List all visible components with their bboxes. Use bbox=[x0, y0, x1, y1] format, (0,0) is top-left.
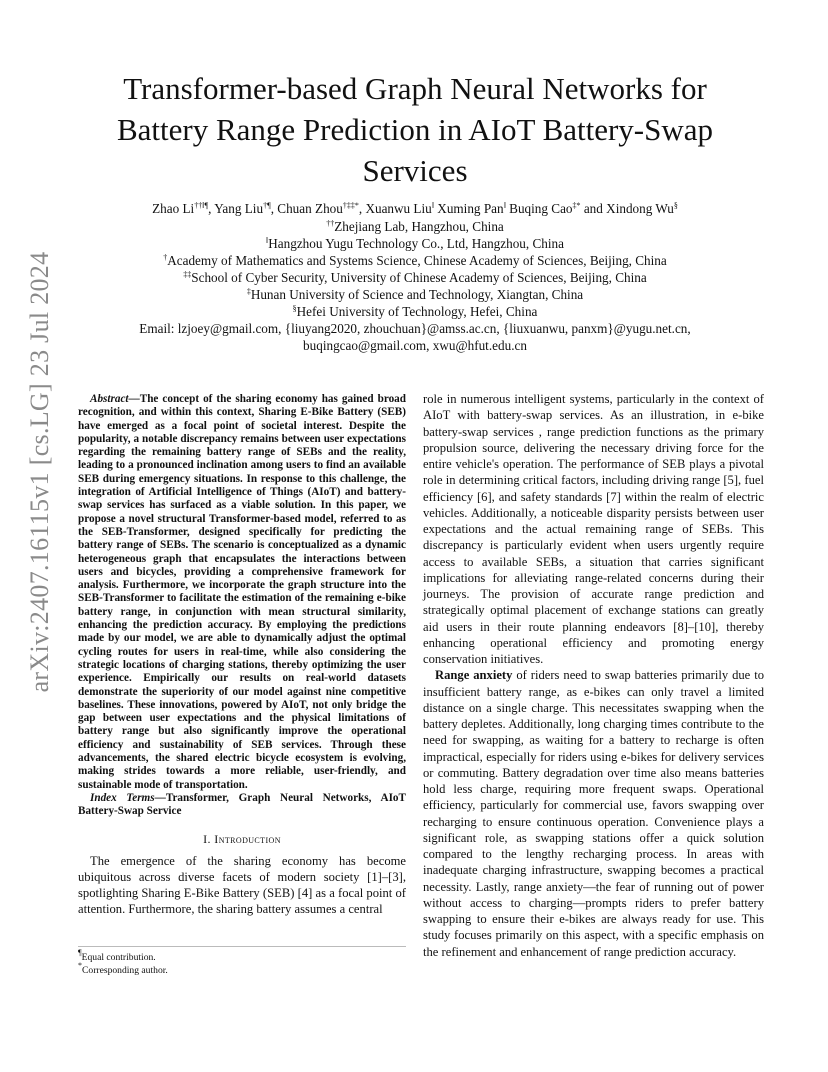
email-line: Email: lzjoey@gmail.com, {liuyang2020, zhouchuan}@amss.ac.cn, {liuxuanwu, panxm}@yugu.net.cn, bbox=[139, 321, 691, 336]
abstract-text: —The concept of the sharing economy has gained broad recognition, and within this context, Sharing E-Bike Battery (SEB) have emerged as a focal point of societal interest. Despite the popularity, a notable discrepancy remains between user expectations regarding the remaining battery range of SEBs and the reality, leading to a pronounced inclination among users to find an available SEB during emergency situations. In response to this challenge, the integration of Artificial Intelligence of Things (AIoT) and battery-swap services has surfaced as a viable solution. In this paper, we propose a novel structural Transformer-based model, referred to as the SEB-Transformer, designed specifically for predicting the battery range of SEBs. The scenario is conceptualized as a dynamic heterogeneous graph that encapsulates the interactions between users and bicycles, providing a comprehensive framework for analysis. Furthermore, we incorporate the graph structure into the SEB-Transformer to facilitate the estimation of the remaining e-bike battery range, in conjunction with mean structural similarity, enhancing the prediction accuracy. By employing the predictions made by our model, we are able to dynamically adjust the optimal cycling routes for users in real-time, while also considering the strategic locations of charging stations, thereby optimizing the user experience. Empirically our results on real-world datasets demonstrate the superiority of our model against nine competitive baselines. These innovations, powered by AIoT, not only bridge the gap between user expectations and the physical limitations of battery range but also significantly improve the operational efficiency and sustainability of SEB services. Through these advancements, the shared electric bicycle ecosystem is evolving, making strides towards a more reliable, user-friendly, and sustainable mode of transportation. bbox=[78, 393, 406, 791]
paper-title: Transformer-based Graph Neural Networks for Battery Range Prediction in AIoT Battery-Swap Services bbox=[116, 71, 714, 188]
affiliation-text: Academy of Mathematics and Systems Science, Chinese Academy of Sciences, Beijing, China bbox=[167, 253, 667, 268]
affiliation-text: Hunan University of Science and Technology, Xiangtan, China bbox=[250, 287, 584, 302]
affiliation-text: School of Cyber Security, University of Chinese Academy of Sciences, Beijing, China bbox=[191, 270, 647, 285]
footnote-mark: * bbox=[78, 961, 82, 970]
affiliation-mark: †† bbox=[326, 219, 335, 228]
range-anxiety-lead: Range anxiety bbox=[435, 668, 513, 683]
affiliation-text: Hangzhou Yugu Technology Co., Ltd, Hangzhou, China bbox=[268, 236, 564, 251]
affiliation-mark: ‖ bbox=[266, 236, 269, 245]
footnotes bbox=[78, 946, 406, 977]
range-anxiety-paragraph bbox=[423, 667, 764, 960]
affiliation bbox=[60, 235, 770, 252]
intro-paragraph: The emergence of the sharing economy has become ubiquitous across diverse facets of modern society [1]–[3], spotlighting Sharing E-Bike Battery (SEB) [4] as a focal point of attention. Furthermore, the sharing battery assumes a central bbox=[78, 853, 406, 916]
author-name: Chuan Zhou bbox=[277, 201, 343, 216]
affiliation-mark: § bbox=[292, 304, 297, 313]
footnote-text: Corresponding author. bbox=[82, 965, 168, 976]
author-name: Yang Liu bbox=[214, 201, 264, 216]
author-mark: ††‖¶ bbox=[194, 201, 209, 210]
affiliation bbox=[60, 286, 770, 303]
affiliation-mark: ‡‡ bbox=[183, 270, 192, 279]
left-column bbox=[78, 393, 406, 917]
footnote bbox=[78, 948, 406, 964]
author-name: Xuanwu Liu bbox=[365, 201, 432, 216]
author-mark: †‡‡* bbox=[342, 201, 359, 210]
arxiv-identifier: arXiv:2407.16115v1 [cs.LG] 23 Jul 2024 bbox=[25, 251, 54, 693]
range-anxiety-text: of riders need to swap batteries primarily due to insufficient battery range, as e-bikes can only travel a limited distance on a single charge. This necessitates swapping when the battery depletes. Additionally, long charging times contribute to the need for swapping, as waiting for a battery to recharge is often impractical, especially for riders using e-bikes for delivery services or commuting. Battery degradation over time also means batteries hold less charge, requiring more frequent swaps. Operational efficiency, particularly for commercial use, favors swapping over recharging to ensure continuous operation. Convenience plays a significant role, as swapping stations offer a quick solution compared to the lengthy recharging process. In areas with inadequate charging infrastructure, swapping becomes a practical necessity. Lastly, range anxiety—the fear of running out of power without access to charging—prompts riders to prefer battery swapping to ensure their e-bikes are always ready for use. This study focuses primarily on this aspect, with a specific emphasis on the refinement and enhancement of range prediction accuracy. bbox=[423, 668, 765, 959]
affiliation-text: Zhejiang Lab, Hangzhou, China bbox=[334, 219, 504, 234]
right-column bbox=[423, 391, 764, 960]
index-terms-text: —Transformer, Graph Neural Networks, AIoT Battery-Swap Service bbox=[78, 791, 406, 818]
index-terms-label: Index Terms bbox=[90, 791, 155, 804]
author-names: Zhao Li††‖¶, Yang Liu†¶, Chuan Zhou†‡‡*, Xuanwu Liu‖ Xuming Pan‖ Buqing Cao‡* and Xindong Wu§ bbox=[152, 201, 678, 216]
affiliation bbox=[60, 218, 770, 235]
affiliation bbox=[60, 303, 770, 320]
abstract bbox=[78, 393, 406, 819]
affiliation-text: Hefei University of Technology, Hefei, China bbox=[296, 304, 538, 319]
email-line: buqingcao@gmail.com, xwu@hfut.edu.cn bbox=[303, 338, 527, 353]
affiliation bbox=[60, 269, 770, 286]
affiliation-mark: ‡ bbox=[246, 287, 251, 296]
author-block bbox=[60, 200, 770, 354]
intro-paragraph: role in numerous intelligent systems, particularly in the context of AIoT with battery-swap services. As an illustration, in e-bike battery-swap services , range prediction functions as the primary propulsion source, delivering the necessary driving force for the entire vehicle's operation. The performance of SEB plays a pivotal role in determining critical factors, including driving range [5], fuel efficiency [6], and safety standards [7] within the realm of electric vehicles. Additionally, a noticeable disparity persists between user expectations and the actual remaining range of SEBs. This discrepancy is particularly evident when users urgently require access to available SEBs, a situation that carries significant implications for alleviating range-related concerns during their journeys. The provision of accurate range prediction and strategically optimal placement of exchange stations can greatly aid users in their route planning endeavors [8]–[10], thereby enhancing operational efficiency and promoting energy conservation initiatives. bbox=[423, 392, 764, 666]
footnote bbox=[78, 961, 406, 977]
arxiv-stamp bbox=[8, 0, 72, 1072]
author-name: Buqing Cao bbox=[509, 201, 573, 216]
author-mark: †¶ bbox=[263, 201, 271, 210]
affiliation-mark: † bbox=[163, 253, 168, 262]
author-name: Xindong Wu bbox=[606, 201, 674, 216]
abstract-label: Abstract bbox=[90, 393, 129, 405]
author-mark: § bbox=[673, 201, 678, 210]
footnote-text: Equal contribution. bbox=[81, 952, 156, 963]
footnote-mark: ¶ bbox=[78, 948, 82, 957]
author-mark: ‖ bbox=[431, 201, 434, 210]
author-name: Xuming Pan bbox=[437, 201, 504, 216]
author-mark: ‖ bbox=[503, 201, 506, 210]
section-heading: I. Introduction bbox=[203, 831, 281, 846]
author-mark: ‡* bbox=[572, 201, 581, 210]
author-name: Zhao Li bbox=[152, 201, 195, 216]
affiliation bbox=[60, 252, 770, 269]
